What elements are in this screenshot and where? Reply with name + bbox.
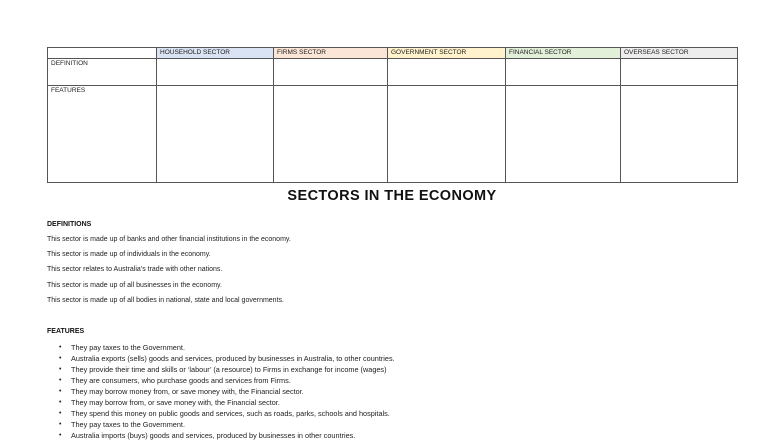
feature-text: They provide their time and skills or ‘labour’ (a resource) to Firms in exchange for income (wages) [71, 365, 387, 374]
feature-item [59, 376, 395, 387]
header-cell-firms: FIRMS SECTOR [274, 48, 388, 59]
feature-text: They spend this money on public goods and services, such as roads, parks, schools and hospitals. [71, 409, 390, 418]
row-label-definition: DEFINITION [48, 59, 157, 86]
table-row-features [48, 86, 738, 183]
feature-item [59, 431, 395, 442]
bullet-icon: • [59, 421, 62, 428]
bullet-icon: • [59, 355, 62, 362]
feature-text: Australia imports (buys) goods and services, produced by businesses in other countries. [71, 431, 356, 440]
definition-item: This sector is made up of all businesses in the economy. [47, 281, 222, 289]
definition-item: This sector is made up of banks and other financial institutions in the economy. [47, 236, 291, 243]
table-cell[interactable] [274, 86, 388, 183]
table-header-row [48, 48, 738, 59]
definition-item: This sector relates to Australia’s trade with other nations. [47, 266, 223, 274]
table-cell[interactable] [388, 86, 506, 183]
row-label-features: FEATURES [48, 86, 157, 183]
header-cell-government: GOVERNMENT SECTOR [388, 48, 506, 59]
header-cell-blank [48, 48, 157, 59]
table-cell[interactable] [621, 59, 738, 86]
feature-item [59, 387, 395, 398]
table-cell[interactable] [506, 59, 621, 86]
feature-text: They are consumers, who purchase goods and services from Firms. [71, 376, 291, 385]
definitions-list [47, 236, 291, 312]
bullet-icon: • [59, 366, 62, 373]
bullet-icon: • [59, 388, 62, 395]
feature-text: They may borrow money from, or save money with, the Financial sector. [71, 387, 304, 396]
feature-item [59, 354, 395, 365]
bullet-icon: • [59, 344, 62, 351]
features-list [59, 343, 395, 442]
header-cell-household: HOUSEHOLD SECTOR [157, 48, 274, 59]
definition-item: This sector is made up of all bodies in national, state and local governments. [47, 296, 284, 304]
bullet-icon: • [59, 410, 62, 417]
feature-text: They may borrow from, or save money with, the Financial sector. [71, 398, 280, 407]
bullet-icon: • [59, 377, 62, 384]
feature-item [59, 409, 395, 420]
feature-item [59, 343, 395, 354]
features-heading: FEATURES [47, 328, 85, 335]
feature-text: They pay taxes to the Government. [71, 343, 185, 352]
table-cell[interactable] [157, 86, 274, 183]
table-cell[interactable] [157, 59, 274, 86]
definitions-heading: DEFINITIONS [47, 221, 92, 228]
sectors-table [47, 47, 738, 183]
bullet-icon: • [59, 432, 62, 439]
table-cell[interactable] [388, 59, 506, 86]
table-cell[interactable] [506, 86, 621, 183]
definition-item: This sector is made up of individuals in the economy. [47, 251, 211, 259]
feature-item [59, 420, 395, 431]
table-cell[interactable] [621, 86, 738, 183]
table-row-definition [48, 59, 738, 86]
feature-text: Australia exports (sells) goods and services, produced by businesses in Australia, to other countries. [71, 354, 395, 363]
table-cell[interactable] [274, 59, 388, 86]
page-title: SECTORS IN THE ECONOMY [287, 188, 497, 204]
bullet-icon: • [59, 399, 62, 406]
feature-item [59, 365, 395, 376]
header-cell-financial: FINANCIAL SECTOR [506, 48, 621, 59]
feature-item [59, 398, 395, 409]
feature-text: They pay taxes to the Government. [71, 420, 185, 429]
header-cell-overseas: OVERSEAS SECTOR [621, 48, 738, 59]
